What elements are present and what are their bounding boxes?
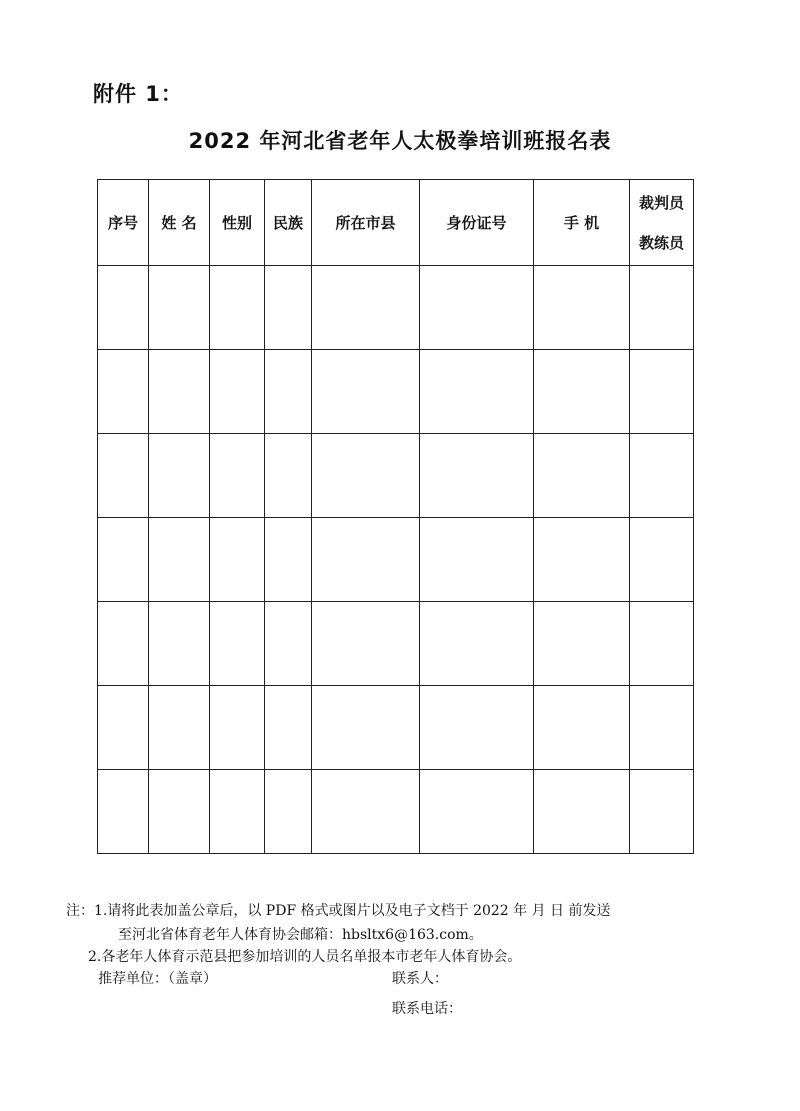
contact-phone-label: 联系电话： bbox=[392, 1001, 462, 1017]
header-referee: 裁判员 bbox=[638, 193, 684, 212]
attachment-label: 附件 1： bbox=[93, 82, 183, 106]
note-line-3: 2.各老年人体育示范县把参加培训的人员名单报本市老年人体育协会。 bbox=[88, 949, 522, 965]
recommender-label: 推荐单位：（盖章） bbox=[98, 971, 217, 987]
header-ethnicity: 民族 bbox=[265, 180, 312, 266]
header-city-county: 所在市县 bbox=[312, 180, 420, 266]
header-gender: 性别 bbox=[210, 180, 265, 266]
note-line-1: 注：1.请将此表加盖公章后，以 PDF 格式或图片以及电子文档于 2022 年 月 日 前发送 bbox=[66, 903, 611, 919]
header-serial-no: 序号 bbox=[98, 180, 149, 266]
header-id-number: 身份证号 bbox=[420, 180, 534, 266]
note-line-2: 至河北省体育老年人体育协会邮箱：hbsltx6@163.com。 bbox=[118, 927, 483, 943]
header-name: 姓 名 bbox=[149, 180, 210, 266]
contact-person-label: 联系人： bbox=[392, 971, 448, 987]
header-coach: 教练员 bbox=[638, 233, 684, 252]
header-mobile: 手 机 bbox=[534, 180, 630, 266]
form-title: 2022 年河北省老年人太极拳培训班报名表 bbox=[188, 129, 612, 153]
